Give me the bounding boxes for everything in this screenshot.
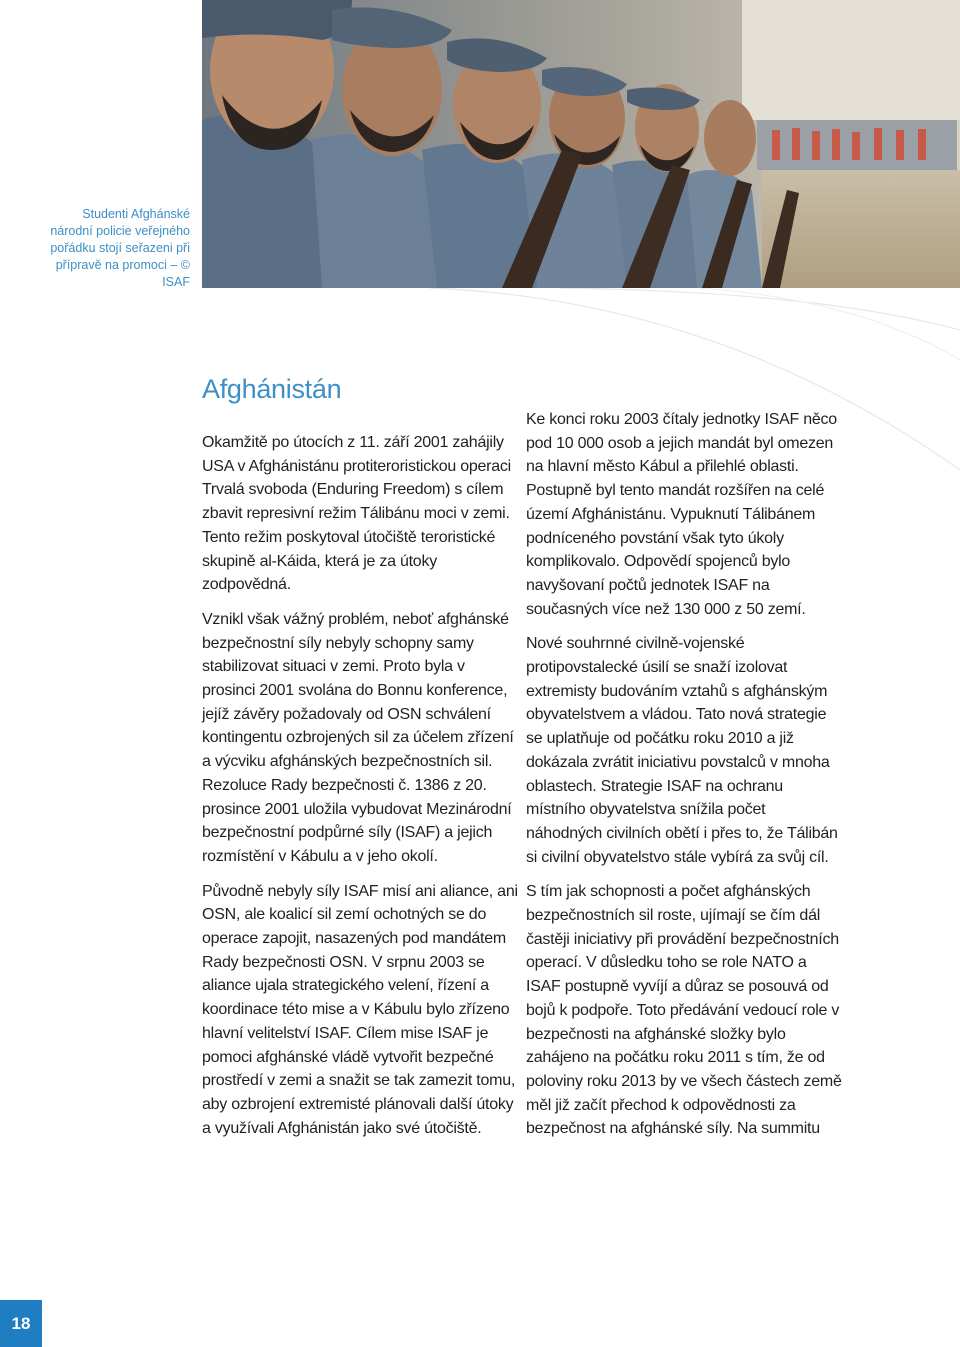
section-title: Afghánistán [202, 374, 342, 404]
policemen-photo [202, 0, 960, 288]
paragraph: Okamžitě po útocích z 11. září 2001 zahájily USA v Afghánistánu protiteroristickou operaci Trvalá svoboda (Enduring Freedom) s cílem zbavit represivní režim Tálibánu moci v zemi. Tento režim poskytoval útočiště teroristické skupině al-Káida, která je za útoky zodpovědná. [202, 434, 511, 594]
paragraph: Původně nebyly síly ISAF misí ani aliance, ani OSN, ale koalicí sil zemí ochotných se do operace zapojit, nasazených pod mandátem Rady bezpečnosti OSN. V srpnu 2003 se aliance ujala strategického velení, řízení a koordinace této mise a v Kábulu bylo zřízeno hlavní velitelství ISAF. Cílem mise ISAF je pomoci afghánské vládě vytvořit bezpečné prostředí v zemi a snažit se tak zamezit tomu, aby ozbrojení extremisté plánovali další útoky a využívali Afghánistán jako své útočiště. [202, 882, 518, 1137]
paragraph: Ke konci roku 2003 čítaly jednotky ISAF něco pod 10 000 osob a jejich mandát byl omezen na hlavní město Kábul a přilehlé oblasti. Postupně byl tento mandát rozšířen na celé území Afghánistánu. Vypuknutí Tálibánem podníceného povstání však tyto úkoly komplikovalo. Odpovědí spojenců bylo navyšovaní počtů jednotek ISAF na současných více než 130 000 z 50 zemí. [526, 411, 837, 618]
left-column [202, 431, 520, 1151]
right-column [526, 408, 844, 1152]
page-number: 18 [0, 1300, 42, 1347]
paragraph: S tím jak schopnosti a počet afghánských bezpečnostních sil roste, ujímají se čím dál častěji iniciativy při provádění bezpečnostních operací. V důsledku toho se role NATO a ISAF postupně vyvíjí a důraz se posouvá od bojů k podpoře. Toto předávání vedoucí role v bezpečnosti na afghánské složky bylo zahájeno na počátku roku 2011 s tím, že od poloviny roku 2013 by ve všech částech země měl již začít přechod k odpovědnosti za bezpečnost na afghánské síly. Na summitu [526, 883, 842, 1138]
paragraph: Nové souhrnné civilně-vojenské protipovstalecké úsilí se snaží izolovat extremisty budováním vztahů s afghánským obyvatelstvem a vládou. Tato nová strategie se uplatňuje od počátku roku 2010 a již dokázala zvrátit iniciativu povstalců v mnoha oblastech. Strategie ISAF na ochranu místního obyvatelstva snížila počet náhodných civilních obětí i přes to, že Tálibán si civilní obyvatelstvo stále vybírá za svůj cíl. [526, 635, 838, 866]
photo-caption: Studenti Afghánské národní policie veřejného pořádku stojí seřazeni při přípravě na promoci – © ISAF [50, 207, 190, 289]
paragraph: Vznikl však vážný problém, neboť afghánské bezpečnostní síly nebyly schopny samy stabilizovat situaci v zemi. Proto byla v prosinci 2001 svolána do Bonnu konference, jejíž závěry požadovaly od OSN schválení kontingentu ozbrojených sil za účelem zřízení a výcviku afghánských bezpečnostních sil. Rezoluce Rady bezpečnosti č. 1386 z 20. prosince 2001 uložila vybudovat Mezinárodní bezpečnostní podpůrné síly (ISAF) a jejich rozmístění v Kábulu a v jeho okolí. [202, 610, 514, 865]
